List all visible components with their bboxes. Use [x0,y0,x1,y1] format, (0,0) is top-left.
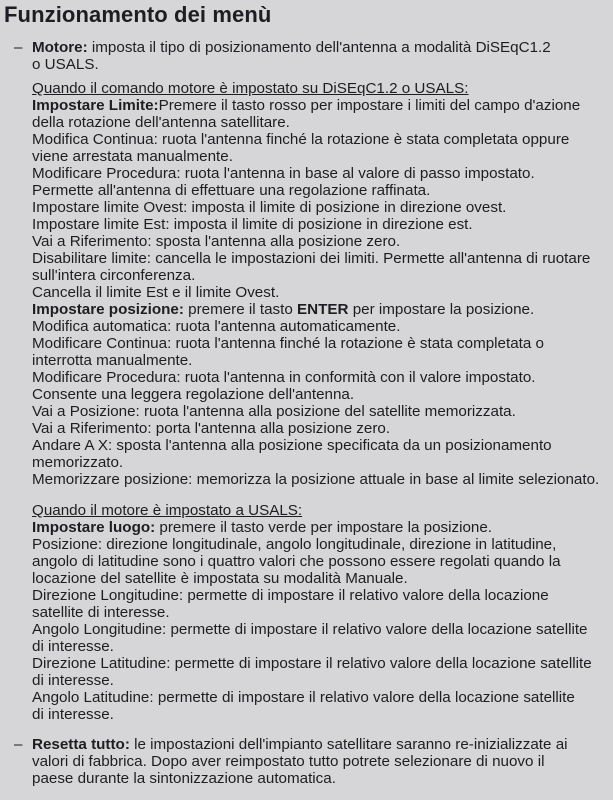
reset-text: le impostazioni dell'impianto satellitare saranno re-inizializzate ai [129,736,568,753]
section-usals [32,502,607,723]
reset-text-cont: valori di fabbrica. Dopo aver reimpostato tutto potrete selezionare di nuovo il [32,753,545,770]
limite-line: viene arrestata manualmente. [32,148,233,165]
luogo-text: premere il tasto verde per impostare la posizione. [155,519,493,536]
limite-line: sull'intera circonferenza. [32,267,196,284]
posizione-line: Modificare Continua: ruota l'antenna finché la rotazione è stata completata o [32,335,544,352]
luogo-line: Angolo Longitudine: permette di impostare il relativo valore della locazione satellite [32,621,588,638]
posizione-line: Andare A X: sposta l'antenna alla posizione specificata da un posizionamento [32,437,552,454]
luogo-line: di interesse. [32,706,114,723]
reset-paragraph [32,736,607,787]
luogo-line: Angolo Latitudine: permette di impostare il relativo valore della locazione satellite [32,689,575,706]
motore-text: imposta il tipo di posizionamento dell'antenna a modalità DiSEqC1.2 [87,39,551,56]
limite-text: Premere il tasto rosso per impostare i limiti del campo d'azione [158,97,581,114]
limite-line: Vai a Riferimento: sposta l'antenna alla posizione zero. [32,233,401,250]
luogo-line: Direzione Latitudine: permette di impostare il relativo valore della locazione satellite [32,655,592,672]
posizione-line: Vai a Posizione: ruota l'antenna alla posizione del satellite memorizzata. [32,403,516,420]
reset-text-cont: paese durante la sintonizzazione automatica. [32,770,336,787]
limite-line: Impostare limite Est: imposta il limite di posizione in direzione est. [32,216,473,233]
section-header-usals: Quando il motore è impostato a USALS: [32,502,303,519]
luogo-line: Direzione Longitudine: permette di impostare il relativo valore della locazione [32,587,549,604]
posizione-text-end: per impostare la posizione. [348,301,535,318]
luogo-line: locazione del satellite è impostata su modalità Manuale. [32,570,408,587]
motore-paragraph [32,39,607,73]
limite-line: Modificare Procedura: ruota l'antenna in base al valore di passo impostato. [32,165,535,182]
enter-key-label: ENTER [297,301,349,318]
limite-line: Permette all'antenna di effettuare una regolazione raffinata. [32,182,431,199]
motore-label: Motore: [32,39,88,56]
limite-line: Disabilitare limite: cancella le impostazioni dei limiti. Permette all'antenna di ruotare [32,250,591,267]
posizione-text: premere il tasto [183,301,298,318]
posizione-label: Impostare posizione: [32,301,184,318]
section-header-diseqc: Quando il comando motore è impostato su DiSEqC1.2 o USALS: [32,80,469,97]
luogo-line: satellite di interesse. [32,604,170,621]
posizione-line: Modifica automatica: ruota l'antenna automaticamente. [32,318,401,335]
limite-label: Impostare Limite: [32,97,159,114]
luogo-label: Impostare luogo: [32,519,156,536]
reset-label: Resetta tutto: [32,736,130,753]
posizione-line: Consente una leggera regolazione dell'antenna. [32,386,355,403]
luogo-line: Posizione: direzione longitudinale, angolo longitudinale, direzione in latitudine, [32,536,557,553]
motore-text-cont: o USALS. [32,56,99,73]
bullet-dash: – [14,39,23,56]
limite-text-cont: della rotazione dell'antenna satellitare. [32,114,290,131]
page-title: Funzionamento dei menù [4,2,272,27]
luogo-line: di interesse. [32,638,114,655]
luogo-line: angolo di latitudine sono i quattro valori che possono essere regolati quando la [32,553,561,570]
luogo-line: di interesse. [32,672,114,689]
posizione-line: interrotta manualmente. [32,352,193,369]
limite-line: Impostare limite Ovest: imposta il limite di posizione in direzione ovest. [32,199,507,216]
limite-line: Modifica Continua: ruota l'antenna finché la rotazione è stata completata oppure [32,131,570,148]
posizione-line: memorizzato. [32,454,124,471]
posizione-line: Vai a Riferimento: porta l'antenna alla posizione zero. [32,420,391,437]
section-diseqc [32,80,607,488]
posizione-line: Modificare Procedura: ruota l'antenna in conformità con il valore impostato. [32,369,536,386]
posizione-line: Memorizzare posizione: memorizza la posizione attuale in base al limite selezionato. [32,471,600,488]
limite-line: Cancella il limite Est e il limite Ovest. [32,284,280,301]
bullet-dash: – [14,736,23,753]
